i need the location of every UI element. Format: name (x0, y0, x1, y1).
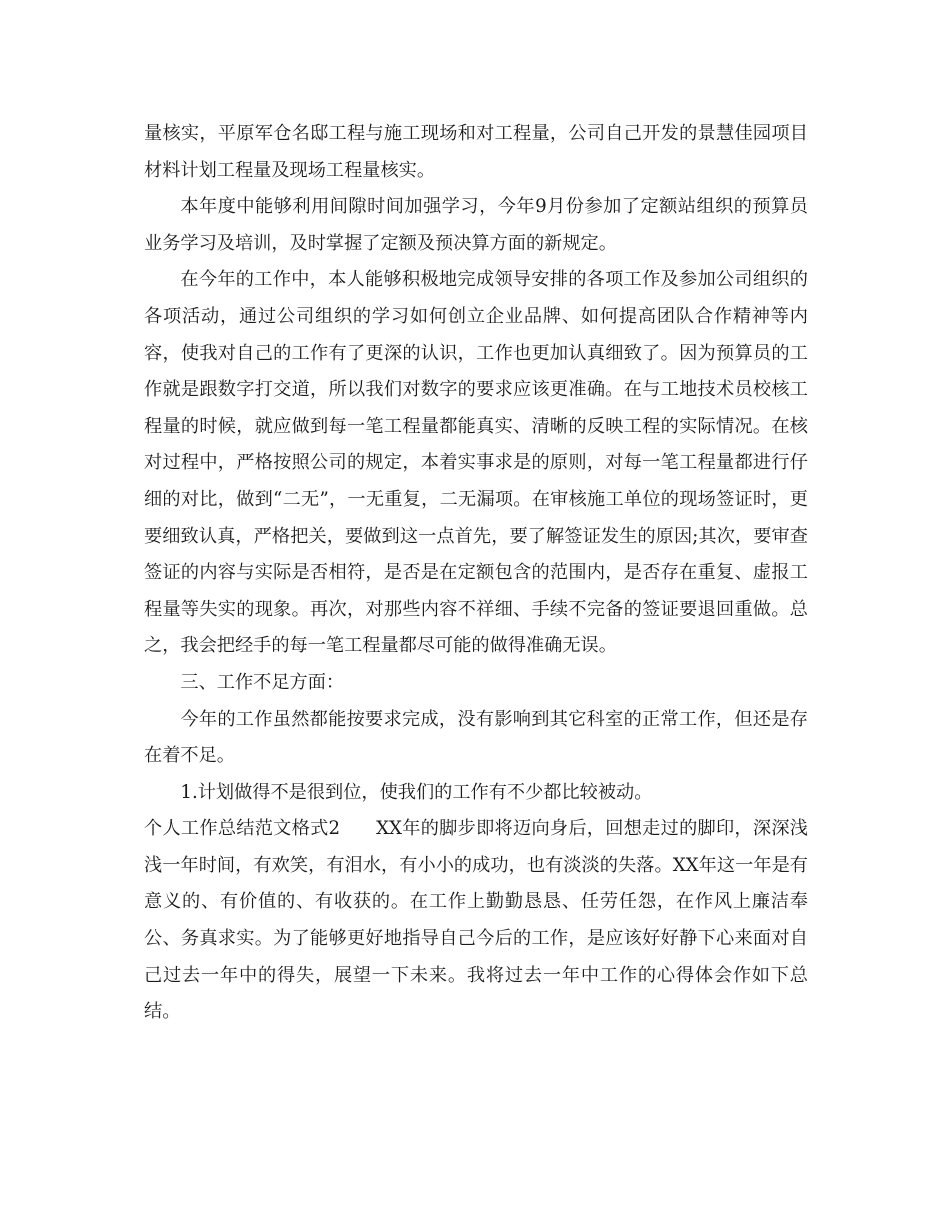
paragraph-shortcomings: 今年的工作虽然都能按要求完成，没有影响到其它科室的正常工作，但还是存在着不足。 (144, 708, 808, 767)
list-item-1: 1.计划做得不是很到位，使我们的工作有不少都比较被动。 (180, 781, 653, 803)
paragraph-study: 本年度中能够利用间隙时间加强学习，今年9月份参加了定额站组织的预算员业务学习及培训，及时掌握了定额及预决算方面的新规定。 (144, 196, 808, 254)
section2-body: XX年的脚步即将迈向身后，回想走过的脚印，深深浅浅一年时间，有欢笑，有泪水，有小小的成功，也有淡淡的失落。XX年这一年是有意义的、有价值的、有收获的。在工作上勤勤恳恳、任劳任怨，在作风上廉洁奉公、务真求实。为了能够更好地指导自己今后的工作，是应该好好静下心来面对自己过去一年中的得失，展望一下未来。我将过去一年中工作的心得体会作如下总结。 (144, 818, 808, 1023)
section2-title: 个人工作总结范文格式2 (144, 818, 341, 840)
paragraph-continuation: 量核实，平原军仓名邸工程与施工现场和对工程量，公司自己开发的景慧佳园项目材料计划工程量及现场工程量核实。 (144, 123, 808, 181)
paragraph-work: 在今年的工作中，本人能够积极地完成领导安排的各项工作及参加公司组织的各项活动，通过公司组织的学习如何创立企业品牌、如何提高团队合作精神等内容，使我对自己的工作有了更深的认识，工作也更加认真细致了。因为预算员的工作就是跟数字打交道，所以我们对数字的要求应该更准确。在与工地技术员校核工程量的时候，就应做到每一笔工程量都能真实、清晰的反映工程的实际情况。在核对过程中，严格按照公司的规定，本着实事求是的原则，对每一笔工程量都进行仔细的对比，做到“二无”，一无重复，二无漏项。在审核施工单位的现场签证时，更要细致认真，严格把关，要做到这一点首先，要了解签证发生的原因;其次，要审查签证的内容与实际是否相符，是否是在定额包含的范围内，是否存在重复、虚报工程量等失实的现象。再次，对那些内容不祥细、手续不完备的签证要退回重做。总之，我会把经手的每一笔工程量都尽可能的做得准确无误。 (144, 269, 808, 657)
document-body (144, 116, 808, 1031)
paragraph-section2 (144, 811, 808, 1031)
section-heading-shortcomings: 三、工作不足方面： (180, 671, 345, 693)
